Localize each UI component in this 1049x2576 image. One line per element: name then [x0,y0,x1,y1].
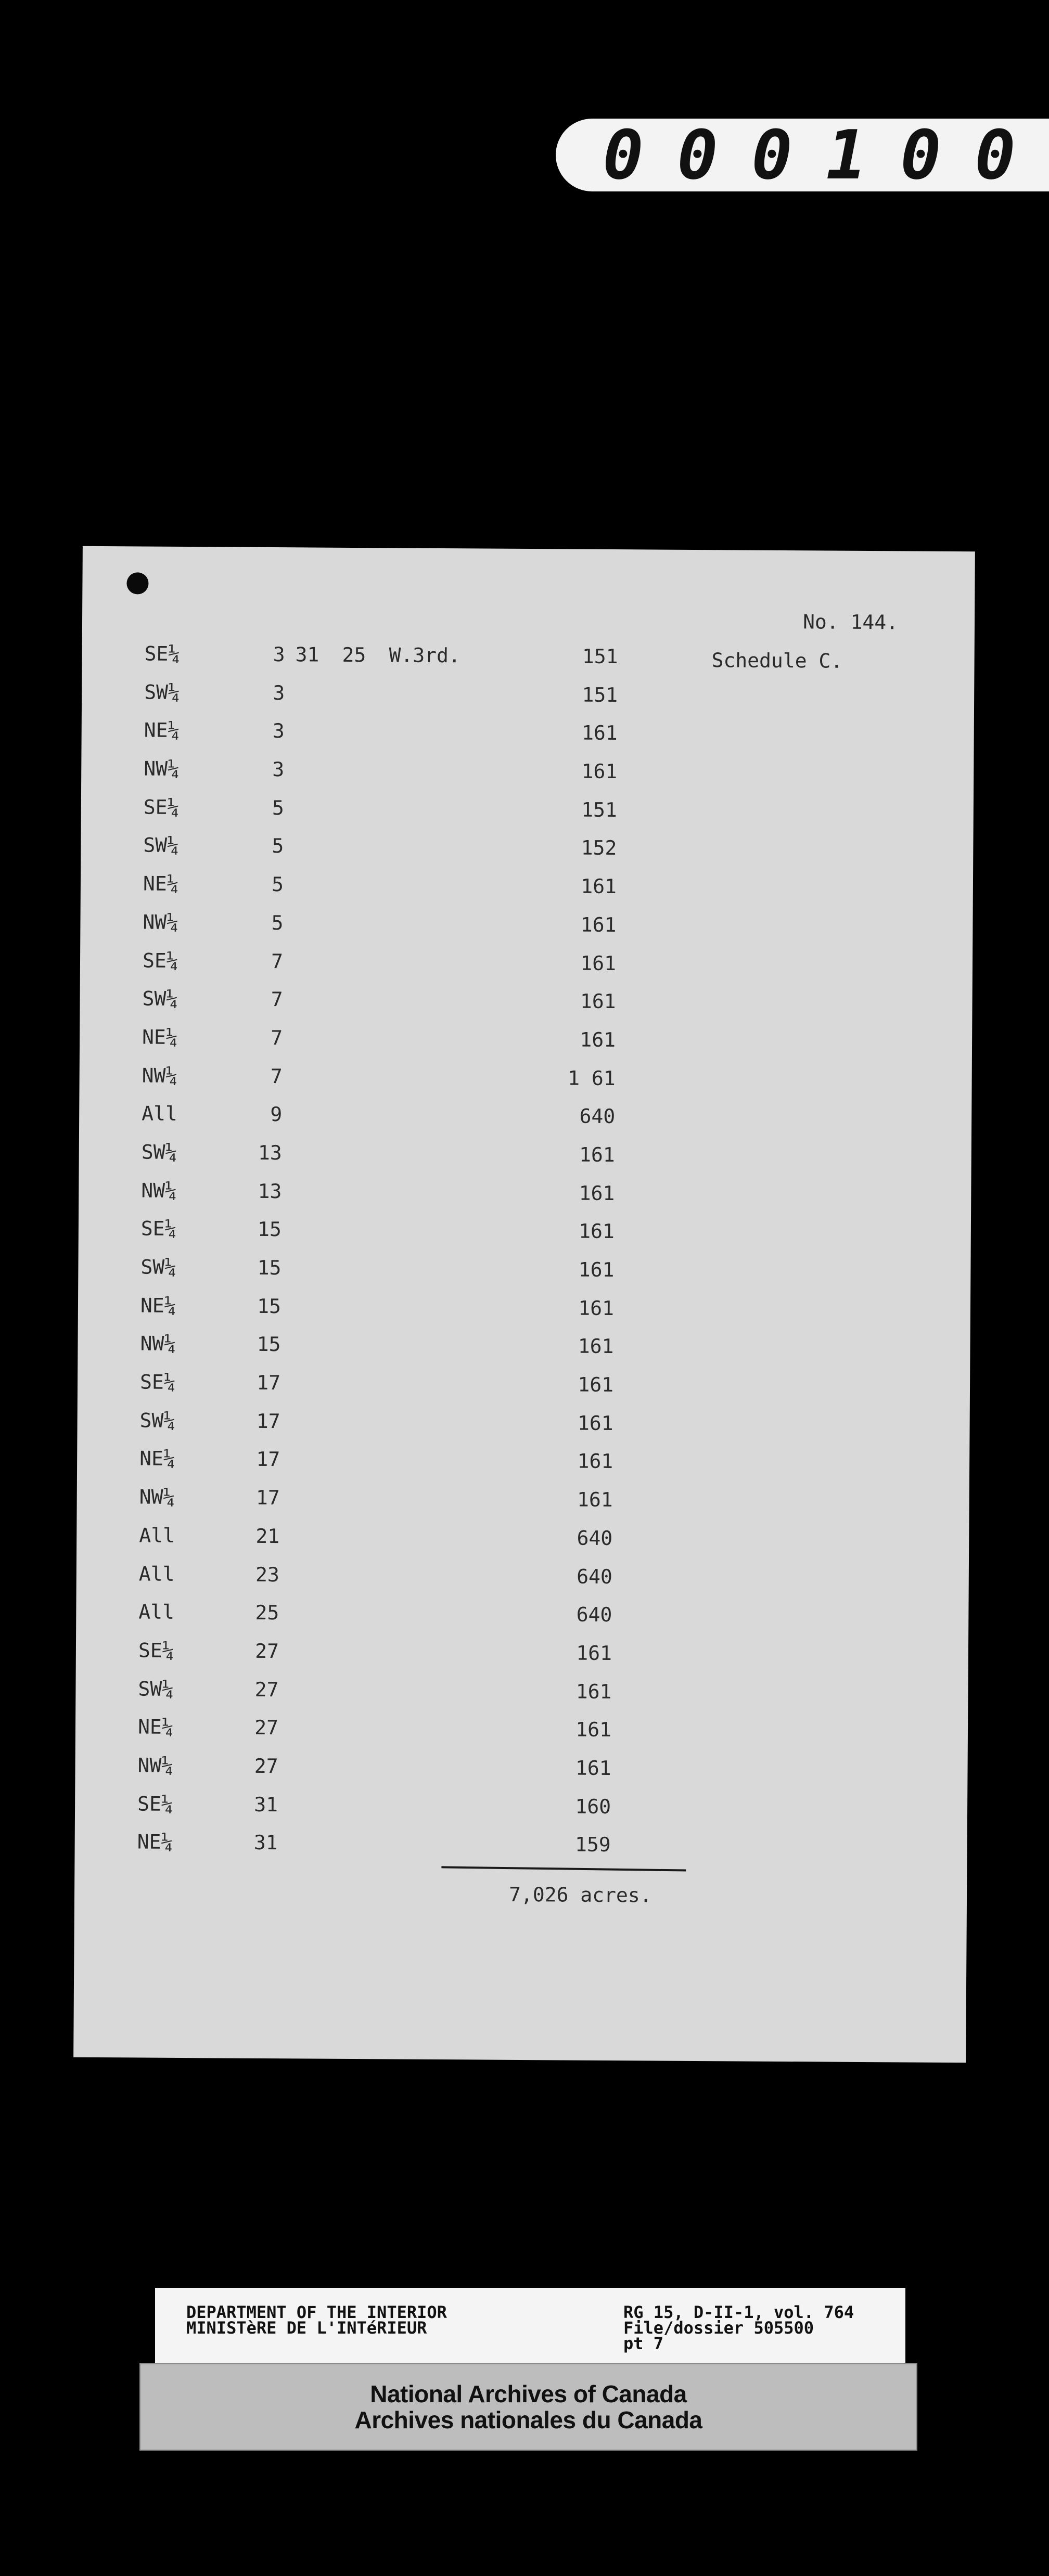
archives-name-fr: Archives nationales du Canada [354,2406,702,2433]
row-acres: 160 [575,1795,611,1818]
row-township: 31 [295,643,319,666]
schedule-row [78,1324,970,1368]
schedule-row [80,903,973,947]
row-part: SE¼ [144,642,181,665]
row-section: 3 [272,758,285,781]
row-acres: 1 61 [568,1066,616,1090]
schedule-row [78,1286,970,1330]
archive-reference-label [155,2288,905,2367]
total-acres: 7,026 acres. [508,1883,652,1907]
schedule-row [80,980,972,1023]
schedule-row [75,1746,967,1790]
row-part: NE¼ [137,1830,173,1854]
row-acres: 161 [579,1181,615,1205]
department-en: DEPARTMENT OF THE INTERIOR [186,2302,447,2322]
row-part: NW¼ [137,1754,174,1777]
row-section: 15 [257,1256,282,1280]
row-section: 13 [258,1141,282,1165]
schedule-row [79,1209,971,1253]
row-part: NE¼ [140,1294,176,1317]
schedule-row [81,788,974,832]
row-section: 17 [255,1486,280,1510]
punch-hole [126,572,148,594]
schedule-row [82,673,974,716]
row-section: 3 [273,643,285,666]
row-acres: 161 [581,759,618,783]
department-names [186,2304,447,2336]
row-part: SW¼ [139,1409,176,1432]
row-acres: 161 [580,1028,616,1051]
row-section: 7 [271,1026,283,1050]
frame-digit: 0 [677,115,720,195]
row-part: SE¼ [140,1217,177,1241]
department-fr: MINISTèRE DE L'INTéRIEUR [186,2318,427,2338]
schedule-row [81,711,974,755]
reference-part: pt 7 [623,2334,664,2353]
document-number: No. 144. [802,610,899,634]
row-part: SW¼ [143,833,180,857]
reference-numbers [623,2304,854,2351]
row-part: SE¼ [138,1639,174,1662]
row-acres: 161 [578,1258,615,1282]
row-section: 25 [255,1601,279,1625]
frame-counter [556,115,1049,195]
row-section: 17 [256,1409,280,1433]
row-section: 23 [255,1563,279,1586]
row-part: All [138,1600,175,1624]
row-section: 17 [257,1371,281,1395]
row-part: All [139,1524,175,1547]
row-acres: 151 [582,683,618,706]
row-meridian: W.3rd. [389,643,461,667]
row-part: SW¼ [142,987,178,1011]
row-section: 5 [272,834,284,858]
archives-name-en: National Archives of Canada [370,2380,687,2407]
row-section: 15 [257,1333,281,1356]
document-sheet [73,546,975,2063]
row-part: SE¼ [142,949,178,972]
row-section: 27 [254,1716,279,1740]
row-acres: 161 [580,913,617,936]
row-section: 5 [271,873,284,896]
frame-digit: 0 [751,115,795,195]
row-part: NE¼ [143,872,179,896]
row-part: NW¼ [141,1179,177,1202]
schedule-row [76,1631,968,1675]
row-acres: 161 [578,1335,614,1358]
schedule-row [81,750,974,793]
schedule-row [77,1439,969,1483]
schedule-row [76,1478,969,1522]
row-part: SW¼ [140,1255,177,1279]
land-schedule-list [74,635,974,1866]
row-part: SE¼ [143,795,180,819]
row-acres: 161 [580,951,617,975]
row-part: NW¼ [144,757,180,780]
row-acres: 161 [577,1411,613,1435]
row-part: NW¼ [139,1485,175,1509]
row-section: 7 [270,1064,283,1088]
row-section: 13 [258,1179,282,1203]
schedule-row [76,1516,969,1560]
row-acres: 161 [576,1641,612,1665]
schedule-row [81,826,973,870]
total-rule [441,1866,686,1871]
row-part: NW¼ [143,910,179,934]
frame-digit: 0 [900,115,943,195]
row-part: NE¼ [144,718,180,742]
row-acres: 161 [577,1488,613,1512]
row-part: SW¼ [141,1140,177,1164]
row-section: 9 [270,1103,283,1126]
reference-rg: RG 15, D-II-1, vol. 764 [623,2302,854,2322]
row-section: 17 [256,1448,280,1471]
schedule-row [78,1248,970,1292]
row-acres: 161 [575,1718,612,1742]
schedule-label: Schedule C. [711,649,843,673]
row-section: 31 [254,1793,278,1816]
archives-banner [139,2363,917,2451]
row-section: 3 [273,681,285,704]
row-section: 15 [257,1294,282,1318]
frame-digit: 0 [603,115,646,195]
row-acres: 161 [578,1296,615,1320]
row-section: 5 [271,911,284,934]
schedule-row [79,1171,971,1215]
row-section: 27 [255,1639,279,1663]
schedule-row [75,1708,968,1751]
row-section: 31 [253,1831,278,1854]
row-acres: 152 [581,836,617,860]
row-part: SE¼ [139,1370,176,1394]
schedule-row [76,1554,969,1598]
schedule-row [74,1823,967,1866]
reference-file: File/dossier 505500 [623,2318,814,2338]
schedule-row [75,1784,967,1828]
row-section: 27 [254,1678,279,1701]
row-range: 25 [342,643,366,667]
schedule-row [80,1018,972,1062]
row-part: All [138,1562,175,1586]
row-acres: 640 [577,1526,613,1550]
schedule-row [76,1593,968,1637]
row-acres: 161 [579,1143,615,1166]
row-part: All [142,1102,178,1126]
schedule-row [79,1056,971,1100]
row-acres: 161 [575,1756,611,1780]
schedule-row [81,865,973,908]
row-part: NW¼ [140,1332,176,1356]
row-acres: 161 [579,1219,615,1243]
frame-digit: 1 [826,115,869,195]
row-section: 27 [254,1754,278,1778]
row-part: NE¼ [137,1715,174,1739]
row-acres: 161 [581,722,618,745]
row-acres: 161 [580,989,616,1013]
row-acres: 640 [579,1104,616,1128]
row-part: NE¼ [142,1025,178,1049]
row-section: 5 [272,796,284,819]
row-section: 3 [272,719,285,743]
row-acres: 640 [577,1565,612,1588]
schedule-row [79,1133,971,1177]
schedule-row [80,941,973,985]
row-acres: 640 [576,1603,612,1627]
row-part: NW¼ [142,1064,178,1087]
row-acres: 151 [582,645,618,668]
row-part: NE¼ [139,1447,175,1471]
row-part: SE¼ [137,1792,173,1815]
row-acres: 151 [581,798,617,821]
row-acres: 161 [575,1680,612,1703]
frame-digit: 0 [975,115,1018,195]
row-part: SW¼ [144,680,180,704]
row-section: 21 [255,1524,280,1548]
row-acres: 161 [577,1450,613,1473]
row-acres: 159 [574,1833,611,1857]
row-section: 7 [271,949,284,973]
row-section: 7 [271,988,283,1011]
schedule-row [79,1094,971,1138]
schedule-row [77,1401,969,1445]
row-acres: 161 [581,874,617,898]
row-acres: 161 [578,1373,614,1397]
schedule-row [75,1669,968,1713]
schedule-row [82,635,974,678]
row-part: SW¼ [138,1677,174,1701]
schedule-row [78,1363,970,1407]
row-section: 15 [257,1218,282,1241]
